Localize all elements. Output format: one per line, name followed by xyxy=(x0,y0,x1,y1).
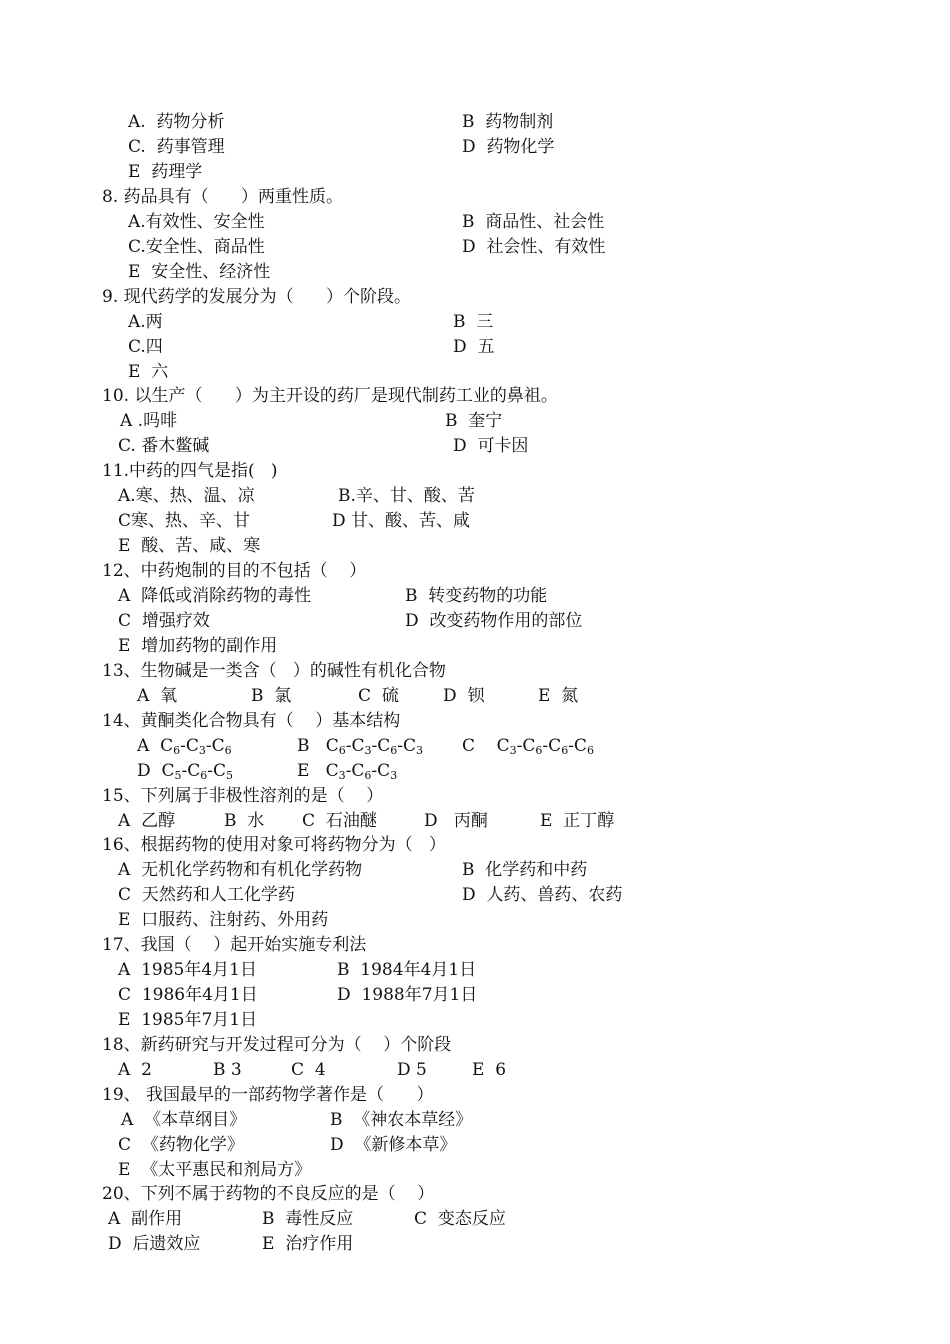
q16-option-b: B 化学药和中药 xyxy=(462,860,588,880)
q19-option-a: A 《本草纲目》 xyxy=(121,1110,247,1130)
q8-option-c: C.安全性、商品性 xyxy=(128,237,265,257)
q16-option-d: D 人药、兽药、农药 xyxy=(462,885,623,905)
q14-option-e: E $C_3-C_6-C_3$ xyxy=(297,761,398,782)
q14-option-c: C $C_3-C_6-C_6-C_6$ xyxy=(462,736,594,757)
q13-option-e: E 氮 xyxy=(538,686,579,706)
q13-option-b: B 氯 xyxy=(251,686,292,706)
q16-stem: 16、根据药物的使用对象可将药物分为（ ） xyxy=(102,835,446,855)
q12-option-e: E 增加药物的副作用 xyxy=(118,636,278,656)
q18-option-d: D 5 xyxy=(397,1060,427,1080)
q16-option-e: E 口服药、注射药、外用药 xyxy=(118,910,329,930)
q14-option-c-letter: C xyxy=(462,736,476,756)
q19-option-b: B 《神农本草经》 xyxy=(330,1110,473,1130)
q17-option-b: B 1984年4月1日 xyxy=(337,960,477,980)
q13-option-a: A 氧 xyxy=(137,686,178,706)
q10-option-a: A .吗啡 xyxy=(120,411,178,431)
q8-option-b: B 商品性、社会性 xyxy=(462,212,605,232)
q8-option-a: A.有效性、安全性 xyxy=(128,212,265,232)
q14-option-d: D $C_5-C_6-C_5$ xyxy=(137,761,233,782)
q18-option-b: B 3 xyxy=(213,1060,242,1080)
q14-option-d-letter: D xyxy=(137,761,151,781)
q20-option-d: D 后遗效应 xyxy=(108,1234,201,1254)
q9-option-d: D 五 xyxy=(453,337,495,357)
q14-option-b: B $C_6-C_3-C_6-C_3$ xyxy=(297,736,424,757)
q11-option-a: A.寒、热、温、凉 xyxy=(118,486,255,506)
q20-option-e: E 治疗作用 xyxy=(262,1234,354,1254)
q8-option-e: E 安全性、经济性 xyxy=(128,262,271,282)
q8-option-d: D 社会性、有效性 xyxy=(462,237,606,257)
q7-option-d: D 药物化学 xyxy=(462,137,555,157)
q11-option-e: E 酸、苦、咸、寒 xyxy=(118,536,261,556)
q17-option-c: C 1986年4月1日 xyxy=(118,985,258,1005)
q18-option-e: E 6 xyxy=(472,1060,507,1080)
q9-option-a: A.两 xyxy=(128,312,163,332)
q12-stem: 12、中药炮制的目的不包括（ ） xyxy=(102,561,367,581)
q16-option-c: C 天然药和人工化学药 xyxy=(118,885,295,905)
q18-stem: 18、新药研究与开发过程可分为（ ）个阶段 xyxy=(102,1035,452,1055)
q9-option-e: E 六 xyxy=(128,362,169,382)
q17-option-d: D 1988年7月1日 xyxy=(337,985,478,1005)
q9-option-b: B 三 xyxy=(453,312,494,332)
q19-option-c: C 《药物化学》 xyxy=(118,1135,244,1155)
q9-option-c: C.四 xyxy=(128,337,163,357)
q15-option-d: D 丙酮 xyxy=(424,811,488,831)
q13-stem: 13、生物碱是一类含（ ）的碱性有机化合物 xyxy=(102,661,446,681)
q19-stem: 19、 我国最早的一部药物学著作是（ ） xyxy=(102,1085,434,1105)
q20-option-c: C 变态反应 xyxy=(414,1209,506,1229)
q11-option-b: B.辛、甘、酸、苦 xyxy=(338,486,475,506)
q18-option-c: C 4 xyxy=(291,1060,326,1080)
q15-option-a: A 乙醇 xyxy=(118,811,176,831)
q11-option-d: D 甘、酸、苦、咸 xyxy=(332,511,471,531)
q12-option-a: A 降低或消除药物的毒性 xyxy=(118,586,312,606)
q13-option-c: C 硫 xyxy=(358,686,399,706)
q7-option-e: E 药理学 xyxy=(128,162,203,182)
q15-option-b: B 水 xyxy=(224,811,265,831)
q12-option-b: B 转变药物的功能 xyxy=(405,586,548,606)
q16-option-a: A 无机化学药物和有机化学药物 xyxy=(118,860,363,880)
q14-option-b-letter: B xyxy=(297,736,310,756)
q15-option-c: C 石油醚 xyxy=(302,811,377,831)
q8-stem: 8. 药品具有（ ）两重性质。 xyxy=(102,187,344,207)
q13-option-d: D 钡 xyxy=(443,686,485,706)
q14-stem: 14、黄酮类化合物具有（ ）基本结构 xyxy=(102,711,401,731)
q12-option-d: D 改变药物作用的部位 xyxy=(405,611,583,631)
q14-option-a: A $C_6-C_3-C_6$ xyxy=(137,736,232,757)
q15-stem: 15、下列属于非极性溶剂的是（ ） xyxy=(102,786,384,806)
q17-option-a: A 1985年4月1日 xyxy=(118,960,257,980)
q17-option-e: E 1985年7月1日 xyxy=(118,1010,258,1030)
q10-stem: 10. 以生产（ ）为主开设的药厂是现代制药工业的鼻祖。 xyxy=(102,386,558,406)
q7-option-c: C. 药事管理 xyxy=(128,137,225,157)
q14-option-e-letter: E xyxy=(297,761,310,781)
q9-stem: 9. 现代药学的发展分为（ ）个阶段。 xyxy=(102,287,412,307)
q7-option-a: A. 药物分析 xyxy=(128,112,225,132)
q20-option-a: A 副作用 xyxy=(108,1209,183,1229)
q10-option-d: D 可卡因 xyxy=(453,436,529,456)
q10-option-c: C. 番木鳖碱 xyxy=(118,436,210,456)
q14-option-a-letter: A xyxy=(137,736,150,756)
q19-option-d: D 《新修本草》 xyxy=(330,1135,457,1155)
q12-option-c: C 增强疗效 xyxy=(118,611,210,631)
q18-option-a: A 2 xyxy=(118,1060,152,1080)
q17-stem: 17、我国（ ）起开始实施专利法 xyxy=(102,935,367,955)
q11-option-c: C寒、热、辛、甘 xyxy=(118,511,251,531)
q20-stem: 20、下列不属于药物的不良反应的是（ ） xyxy=(102,1184,435,1204)
q10-option-b: B 奎宁 xyxy=(445,411,503,431)
q19-option-e: E 《太平惠民和剂局方》 xyxy=(118,1160,312,1180)
q20-option-b: B 毒性反应 xyxy=(262,1209,354,1229)
q15-option-e: E 正丁醇 xyxy=(540,811,615,831)
q11-stem: 11.中药的四气是指( ) xyxy=(102,461,278,481)
q7-option-b: B 药物制剂 xyxy=(462,112,554,132)
